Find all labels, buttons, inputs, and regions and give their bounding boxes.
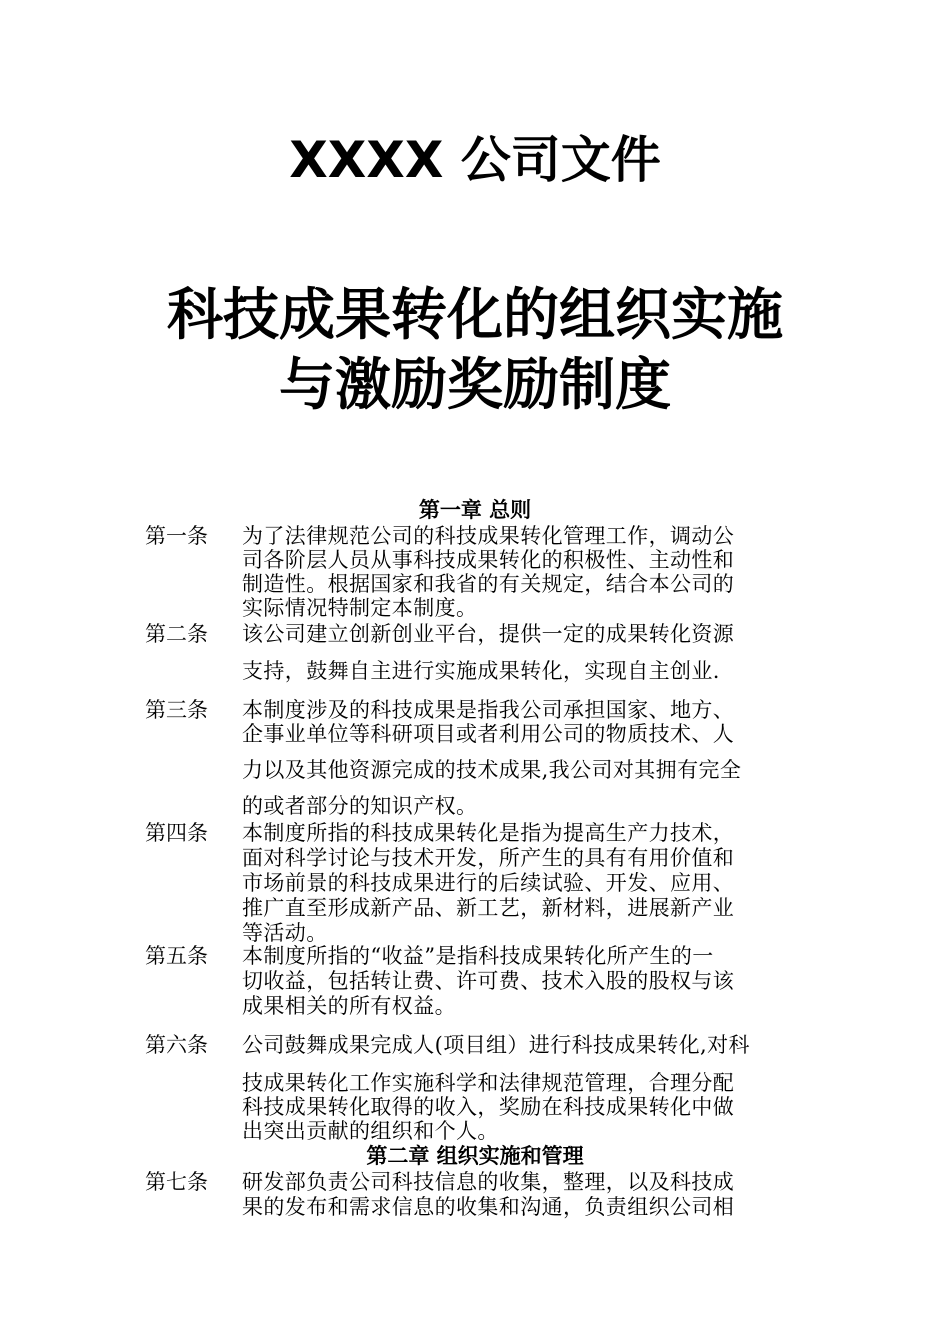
article-text-line: 出突出贡献的组织和个人。 (242, 1119, 499, 1143)
article-text-line: 为了法律规范公司的科技成果转化管理工作，调动公 (242, 524, 735, 548)
article-label: 第五条 (145, 944, 208, 968)
article-text-line: 企事业单位等科研项目或者利用公司的物质技术、人 (242, 722, 735, 746)
article-text-line: 力以及其他资源完成的技术成果,我公司对其拥有完全 (242, 758, 742, 782)
article-text-line: 的或者部分的知识产权。 (242, 794, 478, 818)
article-text-line: 支持，鼓舞自主进行实施成果转化，实现自主创业. (242, 659, 720, 683)
article-text-line: 本制度所指的科技成果转化是指为提高生产力技术， (242, 821, 735, 845)
article-text-line: 本制度所指的“收益”是指科技成果转化所产生的一 (242, 944, 714, 968)
main-title-line-1: 科技成果转化的组织实施 (167, 283, 783, 348)
article-text-line: 面对科学讨论与技术开发，所产生的具有有用价值和 (242, 846, 735, 870)
article-text-line: 技成果转化工作实施科学和法律规范管理，合理分配 (242, 1071, 735, 1095)
article-text-line: 研发部负责公司科技信息的收集，整理，以及科技成 (242, 1170, 735, 1194)
article-text-line: 司各阶层人员从事科技成果转化的积极性、主动性和 (242, 548, 735, 572)
article-text-line: 该公司建立创新创业平台，提供一定的成果转化资源 (242, 622, 735, 646)
chapter-heading: 第二章 组织实施和管理 (366, 1143, 584, 1168)
article-label: 第二条 (145, 622, 208, 646)
article-label: 第三条 (145, 698, 208, 722)
article-label: 第一条 (145, 524, 208, 548)
article-text-line: 本制度涉及的科技成果是指我公司承担国家、地方、 (242, 698, 735, 722)
article-text-line: 科技成果转化取得的收入，奖励在科技成果转化中做 (242, 1095, 735, 1119)
article-label: 第四条 (145, 821, 208, 845)
chapter-heading: 第一章 总则 (418, 497, 532, 522)
article-text-line: 果的发布和需求信息的收集和沟通，负责组织公司相 (242, 1195, 735, 1219)
article-text-line: 市场前景的科技成果进行的后续试验、开发、应用、 (242, 871, 735, 895)
main-title-line-2: 与激励奖励制度 (279, 353, 671, 418)
article-text-line: 成果相关的所有权益。 (242, 994, 456, 1018)
article-text-line: 推广直至形成新产品、新工艺，新材料，进展新产业 (242, 896, 735, 920)
article-text-line: 公司鼓舞成果完成人(项目组）进行科技成果转化,对科 (242, 1033, 750, 1057)
document-header-title: XXXX 公司文件 (289, 131, 661, 189)
article-text-line: 等活动。 (242, 921, 328, 945)
article-label: 第六条 (145, 1033, 208, 1057)
article-text-line: 制造性。根据国家和我省的有关规定，结合本公司的 (242, 572, 735, 596)
article-text-line: 切收益，包括转让费、许可费、技术入股的股权与该 (242, 969, 735, 993)
article-label: 第七条 (145, 1170, 208, 1194)
article-text-line: 实际情况特制定本制度。 (242, 596, 478, 620)
